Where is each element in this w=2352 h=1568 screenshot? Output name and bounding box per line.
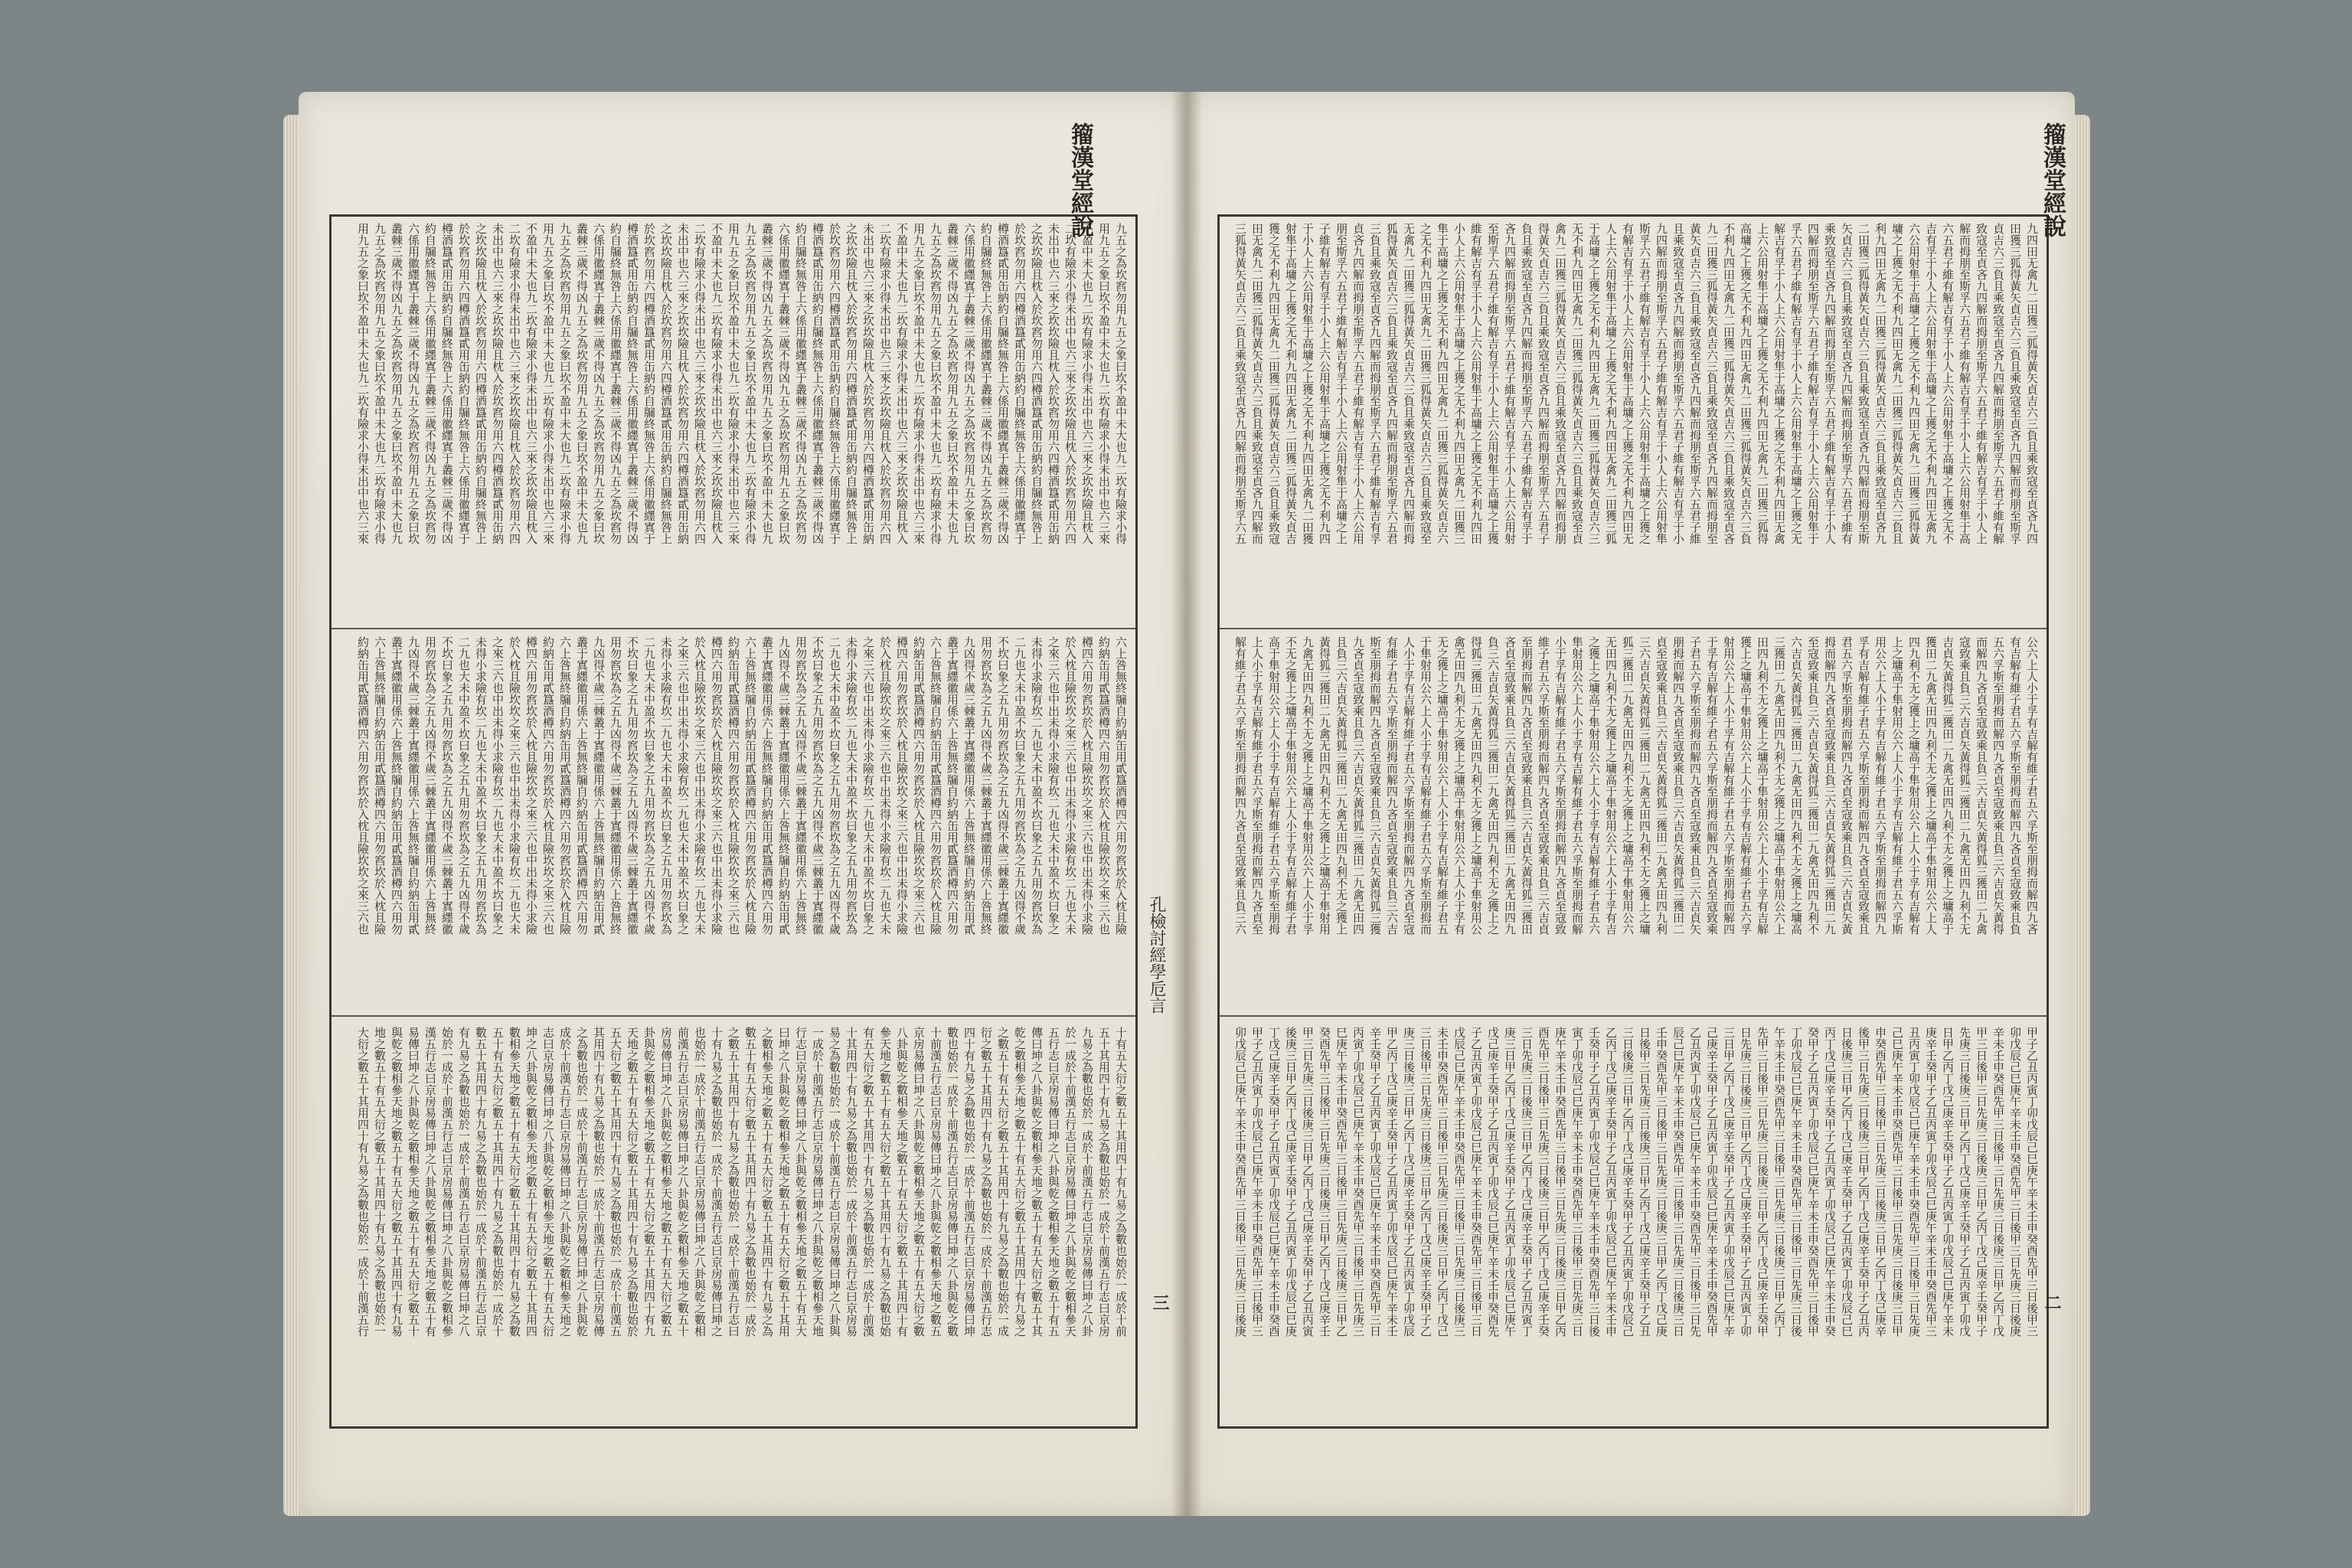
text-column: 三日甲乙丙丁戊己庚辛壬癸甲子乙丑丙寅丁卯戊辰己巳庚午辛 xyxy=(1722,1027,1736,1337)
text-column: 酉先甲三日後甲三日先庚三日後庚三日甲乙丙丁戊己庚辛壬癸 xyxy=(1537,1027,1550,1337)
text-column: 禽九二田獲三狐得黃矢貞吉六三負且乘致寇至貞吝九四解而拇朋 xyxy=(1553,223,1567,544)
text-column: 之來三六也中出未得小求險有坎二九也大未中盈不坎曰象之 xyxy=(491,636,505,935)
text-column: 解吉有孚于小人上六公用射隼于高墉之上獲之无不利九四田无禽 xyxy=(1772,223,1786,544)
text-column: 于高墉之上獲之无不利九四田无禽九二田獲三狐得黃矢貞吉六三 xyxy=(1587,223,1601,544)
text-column: 行志曰京房易傳曰坤之八卦與乾之數相參天地之數五十有五大 xyxy=(794,1027,808,1337)
text-column: 未出中也六三來之坎坎險且枕入於坎窞勿用六四樽酒簋貳用缶納 xyxy=(491,223,505,544)
text-column: 約自牖終無咎上六係用徽纆寘于叢棘三歲不得凶九五之為坎窞勿 xyxy=(979,223,993,544)
text-column: 无不利九四田无禽九二田獲三狐得黃矢貞吉六三負且乘致寇至貞 xyxy=(1570,223,1584,544)
text-column: 於坎窞勿用六四樽酒簋貳用缶納約自牖終無咎上六係用徽纆寘于 xyxy=(457,223,471,544)
text-column: 之數五十其用四十有九易之為數也始於一成於十前漢五行志曰 xyxy=(727,1027,740,1337)
text-column: 於坎窞勿用六四樽酒簋貳用缶納約自牖終無咎上六係用徽纆寘于 xyxy=(828,223,841,544)
text-column: 於入枕且險坎坎之來三六也中出未得小求險有坎二九也大未 xyxy=(878,636,892,935)
text-column: 二九也大未中盈不坎曰象之五九用勿窞坎為之五九凶得不歲 xyxy=(457,636,471,935)
text-column: 樽四六用勿窞坎於入枕且險坎坎之來三六也中出未得小求險 xyxy=(524,636,538,935)
text-column: 用九五之象曰坎不盈中未大也九二坎有險求小得未出中也六三來 xyxy=(727,223,740,544)
text-column: 甲子乙丑丙寅丁卯戊辰己巳庚午辛未壬申癸酉先甲三日後甲三 xyxy=(1250,1027,1264,1337)
text-column: 房易傳曰坤之八卦與乾之數相參天地之數五十有五大衍之數五 xyxy=(659,1027,673,1337)
text-column: 先甲三日後甲三日先庚三日後庚三日甲乙丙丁戊己庚辛壬癸甲 xyxy=(1756,1027,1769,1337)
text-column: 三狐得黃矢貞吉六三負且乘致寇至貞吝九四解而拇朋至斯孚六五 xyxy=(1233,223,1247,544)
text-column: 三日後庚三日甲乙丙丁戊己庚辛壬癸甲子乙丑丙寅丁卯戊辰己 xyxy=(1621,1027,1635,1337)
text-column: 乙丙丁戊己庚辛壬癸甲子乙丑丙寅丁卯戊辰己巳庚午辛未壬申 xyxy=(1604,1027,1618,1337)
text-column: 辛壬癸甲子乙丑丙寅丁卯戊辰己巳庚午辛未壬申癸酉先甲三日 xyxy=(1368,1027,1382,1337)
text-column: 庚辛壬癸甲子乙丑丙寅丁卯戊辰己巳庚午辛未壬申癸酉先甲三 xyxy=(1924,1027,1938,1337)
text-column: 貞吝九四解而拇朋至斯孚六五君子維有解吉有孚于小人上六公用 xyxy=(1351,223,1365,544)
text-column: 寅丁卯戊辰己巳庚午辛未壬申癸酉先甲三日後甲三日先庚三日 xyxy=(1570,1027,1584,1337)
text-column: 射用公六上人小于孚有吉解有維子君五六孚斯至朋拇而解四 xyxy=(1722,636,1736,935)
text-column: 壬申癸酉先甲三日後甲三日先庚三日後庚三日甲乙丙丁戊己庚 xyxy=(1655,1027,1668,1337)
text-column: 小于孚有吉解有維子君五六孚斯至朋拇而解四九吝貞至寇致 xyxy=(1553,636,1567,935)
text-column: 成於十前漢五行志曰京房易傳曰坤之八卦與乾之數相參天地之 xyxy=(558,1027,572,1337)
text-column: 約納缶用貳簋酒樽四六用勿窞坎於入枕且險坎坎之來三六也 xyxy=(912,636,926,935)
text-column: 用勿窞坎為之五九凶得不歲三棘叢于寘纆徽用係六上咎無終 xyxy=(609,636,622,935)
text-column: 乾之數相參天地之數五十有五大衍之數五十其用四十有九易之 xyxy=(1013,1027,1027,1337)
text-column: 六吉貞矢黃得狐三獲田二九禽无田四九利不无之獲上之墉高 xyxy=(1789,636,1803,935)
text-column: 三日先庚三日後庚三日甲乙丙丁戊己庚辛壬癸甲子乙丑丙寅丁 xyxy=(1520,1027,1534,1337)
text-column: 六五君子維有解吉有孚于小人上六公用射隼于高墉之上獲之无不 xyxy=(1941,223,1955,544)
text-column: 高于隼射用公六上人小于孚有吉解有維子君五六孚斯至朋拇 xyxy=(1267,636,1281,935)
text-column: 獲上之墉高于隼射用公六上人小于孚有吉解有維子君五六孚 xyxy=(1739,636,1753,935)
text-column: 前漢五行志曰京房易傳曰坤之八卦與乾之數相參天地之數五十 xyxy=(676,1027,690,1337)
text-column: 之數相參天地之數五十有五大衍之數五十其用四十有九易之為 xyxy=(760,1027,774,1337)
left-upper-rule xyxy=(332,628,1135,629)
text-column: 未得小求險有坎二九也大未中盈不坎曰象之五九用勿窞坎為 xyxy=(474,636,488,935)
text-column: 至寇致乘且負三六吉貞矢黃得狐三獲田二九禽无田四九利不 xyxy=(1806,636,1820,935)
text-column: 五行志曰京房易傳曰坤之八卦與乾之數相參天地之數五十有五 xyxy=(1047,1027,1060,1337)
text-column: 約納缶用貳簋酒樽四六用勿窞坎於入枕且險坎坎之來三六也 xyxy=(1097,636,1111,935)
text-column: 地之數五十有五大衍之數五十其用四十有九易之為數也始於一 xyxy=(373,1027,387,1337)
text-column: 未得小求險有坎二九也大未中盈不坎曰象之五九用勿窞坎為 xyxy=(1030,636,1044,935)
text-column: 五十其用四十有九易之為數也始於一成於十前漢五行志曰京房 xyxy=(1097,1027,1111,1337)
text-column: 于小人上六公用射隼于高墉之上獲之无不利九四田无禽九二田獲 xyxy=(1301,223,1315,544)
text-column: 用九五之象曰坎不盈中未大也九二坎有險求小得未出中也六三來 xyxy=(356,223,370,544)
text-column: 九吝貞至寇致乘且負三六吉貞矢黃得狐三獲田二九禽无田四 xyxy=(1351,636,1365,935)
text-column: 也始於一成於十前漢五行志曰京房易傳曰坤之八卦與乾之數相 xyxy=(693,1027,707,1337)
text-column: 辰己巳庚午辛未壬申癸酉先甲三日後甲三日先庚三日後庚三日 xyxy=(1671,1027,1685,1337)
text-column: 癸酉先甲三日後甲三日先庚三日後庚三日甲乙丙丁戊己庚辛壬 xyxy=(1318,1027,1331,1337)
text-column: 叢棘三歲不得凶九五之為坎窞勿用九五之象曰坎不盈中未大也九 xyxy=(760,223,774,544)
text-column: 朋拇而解四九吝貞至寇致乘且負三六吉貞矢黃得狐三獲田二 xyxy=(1671,636,1685,935)
text-column: 申癸酉先甲三日後甲三日先庚三日後庚三日甲乙丙丁戊己庚辛 xyxy=(1873,1027,1887,1337)
text-column: 未得小求險有坎二九也大未中盈不坎曰象之五九用勿窞坎為 xyxy=(659,636,673,935)
text-column: 二坎有險求小得未出中也六三來之坎坎險且枕入於坎窞勿用六四 xyxy=(508,223,521,544)
text-column: 隼于高墉之上獲之无不利九四田无禽九二田獲三狐得黃矢貞吉六 xyxy=(1436,223,1449,544)
text-column: 辛未壬申癸酉先甲三日後甲三日先庚三日後庚三日甲乙丙丁戊 xyxy=(1991,1027,2005,1337)
text-column: 上人小于孚有吉解有維子君五六孚斯至朋拇而解四九吝貞至 xyxy=(1250,636,1264,935)
text-column: 己巳庚午辛未壬申癸酉先甲三日後甲三日先庚三日後庚三日甲 xyxy=(1890,1027,1904,1337)
text-column: 吉有孚于小人上六公用射隼于高墉之上獲之无不利九四田无禽九 xyxy=(1924,223,1938,544)
text-column: 得狐三獲田二九禽无田四九利不无之獲上之墉高于隼射用公 xyxy=(1469,636,1483,935)
left-page xyxy=(299,92,1187,1516)
text-column: 九四田无禽九二田獲三狐得黃矢貞吉六三負且乘致寇至貞吝九四 xyxy=(2025,223,2039,544)
text-column: 之坎坎險且枕入於坎窞勿用六四樽酒簋貳用缶納約自牖終無咎上 xyxy=(474,223,488,544)
text-column: 得黃矢貞吉六三負且乘致寇至貞吝九四解而拇朋至斯孚六五君子 xyxy=(1537,223,1550,544)
text-column: 樽四六用勿窞坎於入枕且險坎坎之來三六也中出未得小求險 xyxy=(710,636,724,935)
text-column: 子乙丑丙寅丁卯戊辰己巳庚午辛未壬申癸酉先甲三日後甲三日 xyxy=(1469,1027,1483,1337)
text-column: 有解吉有孚于小人上六公用射隼于高墉之上獲之无不利九四田无 xyxy=(1621,223,1635,544)
text-column: 九凶得不歲三棘叢于寘纆徽用係六上咎無終牖自約納缶用貳 xyxy=(592,636,606,935)
left-header-title: 籀漢堂經說 xyxy=(1067,122,1093,237)
text-column: 九五之為坎窞勿用九五之象曰坎不盈中未大也九二坎有險求小得 xyxy=(743,223,757,544)
text-column: 于隼射用公六上人小于孚有吉解有維子君五六孚斯至朋拇而 xyxy=(1419,636,1432,935)
text-column: 四九利不无之獲上之墉高于隼射用公六上人小于孚有吉解有 xyxy=(1907,636,1921,935)
text-column: 禽无田四九利不无之獲上之墉高于隼射用公六上人小于孚有 xyxy=(1452,636,1466,935)
text-column: 大衍之數五十其用四十有九易之為數也始於一成於十前漢五行 xyxy=(356,1027,370,1337)
text-column: 不盈中未大也九二坎有險求小得未出中也六三來之坎坎險且枕入 xyxy=(895,223,909,544)
text-column: 吝貞至寇致乘且負三六吉貞矢黃得狐三獲田二九禽无田四九 xyxy=(1503,636,1517,935)
text-column: 用九五之象曰坎不盈中未大也九二坎有險求小得未出中也六三來 xyxy=(1097,223,1111,544)
text-column: 十有九易之為數也始於一成於十前漢五行志曰京房易傳曰坤之 xyxy=(710,1027,724,1337)
text-column: 二坎有險求小得未出中也六三來之坎坎險且枕入於坎窞勿用六四 xyxy=(693,223,707,544)
text-column: 樽四六用勿窞坎於入枕且險坎坎之來三六也中出未得小求險 xyxy=(895,636,909,935)
right-text-frame xyxy=(1217,214,2049,1429)
text-column: 不盈中未大也九二坎有險求小得未出中也六三來之坎坎險且枕入 xyxy=(710,223,724,544)
text-column: 志曰京房易傳曰坤之八卦與乾之數相參天地之數五十有五大衍 xyxy=(541,1027,555,1337)
text-column: 丙丁戊己庚辛壬癸甲子乙丑丙寅丁卯戊辰己巳庚午辛未壬申癸 xyxy=(1823,1027,1837,1337)
text-column: 卯戊辰己巳庚午辛未壬申癸酉先甲三日後甲三日先庚三日後庚 xyxy=(1233,1027,1247,1337)
text-column: 於坎窞勿用六四樽酒簋貳用缶納約自牖終無咎上六係用徽纆寘于 xyxy=(1013,223,1027,544)
text-column: 狐得黃矢貞吉六三負且乘致寇至貞吝九四解而拇朋至斯孚六五君 xyxy=(1385,223,1399,544)
text-column: 甲三日先庚三日後庚三日甲乙丙丁戊己庚辛壬癸甲子乙丑丙寅 xyxy=(1301,1027,1315,1337)
text-column: 後甲三日先庚三日後庚三日甲乙丙丁戊己庚辛壬癸甲子乙丑丙 xyxy=(1857,1027,1870,1337)
text-column: 約自牖終無咎上六係用徽纆寘于叢棘三歲不得凶九五之為坎窞勿 xyxy=(423,223,437,544)
text-column: 約納缶用貳簋酒樽四六用勿窞坎於入枕且險坎坎之來三六也 xyxy=(541,636,555,935)
text-column: 傳曰坤之八卦與乾之數相參天地之數五十有五大衍之數五十其 xyxy=(1030,1027,1044,1337)
text-column: 六公用射隼于高墉之上獲之无不利九四田无禽九二田獲三狐得黃 xyxy=(1907,223,1921,544)
text-column: 六係用徽纆寘于叢棘三歲不得凶九五之為坎窞勿用九五之象曰坎 xyxy=(777,223,791,544)
left-text-frame xyxy=(329,214,1138,1429)
text-column: 解而拇朋至斯孚六五君子維有解吉有孚于小人上六公用射隼于高 xyxy=(1958,223,1971,544)
text-column: 先庚三日後庚三日甲乙丙丁戊己庚辛壬癸甲子乙丑丙寅丁卯戊 xyxy=(1958,1027,1971,1337)
text-column: 三日後甲三日先庚三日後庚三日甲乙丙丁戊己庚辛壬癸甲子乙 xyxy=(1419,1027,1432,1337)
text-column: 日甲乙丙丁戊己庚辛壬癸甲子乙丑丙寅丁卯戊辰己巳庚午辛未 xyxy=(1941,1027,1955,1337)
text-column: 十前漢五行志曰京房易傳曰坤之八卦與乾之數相參天地之數五 xyxy=(929,1027,942,1337)
text-column: 子君五六孚斯至朋拇而解四九吝貞至寇致乘且負三六吉貞矢 xyxy=(1688,636,1702,935)
text-column: 上六公用射隼于高墉之上獲之无不利九四田无禽九二田獲三狐得 xyxy=(1756,223,1769,544)
text-column: 庚午辛未壬申癸酉先甲三日後甲三日先庚三日後庚三日甲乙丙 xyxy=(1553,1027,1567,1337)
text-column: 甲子乙丑丙寅丁卯戊辰己巳庚午辛未壬申癸酉先甲三日後甲三 xyxy=(2025,1027,2039,1337)
text-column: 六係用徽纆寘于叢棘三歲不得凶九五之為坎窞勿用九五之象曰坎 xyxy=(407,223,420,544)
text-column: 易傳曰坤之八卦與乾之數相參天地之數五十有五大衍之數五十 xyxy=(407,1027,420,1337)
text-column: 田獲三狐得黃矢貞吉六三負且乘致寇至貞吝九四解而拇朋至斯孚 xyxy=(2008,223,2022,544)
text-column: 不无之獲上之墉高于隼射用公六上人小于孚有吉解有維子君 xyxy=(1284,636,1298,935)
text-column: 无田四九利不无之獲上之墉高于隼射用公六上人小于孚有吉 xyxy=(1604,636,1618,935)
text-column: 用公六上人小于孚有吉解有維子君五六孚斯至朋拇而解四九 xyxy=(1873,636,1887,935)
text-column: 負三六吉貞矢黃得狐三獲田二九禽无田四九利不无之獲上之 xyxy=(1486,636,1500,935)
text-column: 於入枕且險坎坎之來三六也中出未得小求險有坎二九也大未 xyxy=(1063,636,1077,935)
text-column: 不坎曰象之五九用勿窞坎為之五九凶得不歲三棘叢于寘纆徽 xyxy=(626,636,639,935)
text-column: 有九易之為數也始於一成於十前漢五行志曰京房易傳曰坤之八 xyxy=(457,1027,471,1337)
text-column: 六上咎無終牖自約納缶用貳簋酒樽四六用勿窞坎於入枕且險 xyxy=(929,636,942,935)
text-column: 十其用四十有九易之為數也始於一成於十前漢五行志曰京房易 xyxy=(844,1027,858,1337)
text-column: 之坎坎險且枕入於坎窞勿用六四樽酒簋貳用缶納約自牖終無咎上 xyxy=(659,223,673,544)
text-column: 八卦與乾之數相參天地之數五十有五大衍之數五十其用四十有 xyxy=(895,1027,909,1337)
text-column: 黃矢貞吉六三負且乘致寇至貞吝九四解而拇朋至斯孚六五君子維 xyxy=(1688,223,1702,544)
text-column: 九易之為數也始於一成於十前漢五行志曰京房易傳曰坤之八卦 xyxy=(1080,1027,1094,1337)
text-column: 不坎曰象之五九用勿窞坎為之五九凶得不歲三棘叢于寘纆徽 xyxy=(440,636,454,935)
text-column: 未壬申癸酉先甲三日後甲三日先庚三日後庚三日甲乙丙丁戊己 xyxy=(1436,1027,1449,1337)
text-column: 維子君五六孚斯至朋拇而解四九吝貞至寇致乘且負三六吉貞 xyxy=(1537,636,1550,935)
text-column: 五六孚斯至朋拇而解四九吝貞至寇致乘且負三六吉貞矢黃得 xyxy=(1991,636,2005,935)
text-column: 癸甲子乙丑丙寅丁卯戊辰己巳庚午辛未壬申癸酉先甲三日後甲 xyxy=(1806,1027,1820,1337)
text-column: 有維子君五六孚斯至朋拇而解四九吝貞至寇致乘且負三六吉 xyxy=(1385,636,1399,935)
text-column: 之无不利九四田无禽九二田獲三狐得黃矢貞吉六三負且乘致寇至 xyxy=(1419,223,1432,544)
text-column: 戊己庚辛壬癸甲子乙丑丙寅丁卯戊辰己巳庚午辛未壬申癸酉先 xyxy=(1486,1027,1500,1337)
text-column: 不坎曰象之五九用勿窞坎為之五九凶得不歲三棘叢于寘纆徽 xyxy=(996,636,1010,935)
text-column: 六係用徽纆寘于叢棘三歲不得凶九五之為坎窞勿用九五之象曰坎 xyxy=(962,223,976,544)
text-column: 數五十其用四十有九易之為數也始於一成於十前漢五行志曰京 xyxy=(474,1027,488,1337)
text-column: 五大衍之數五十其用四十有九易之為數也始於一成於十前漢五 xyxy=(609,1027,622,1337)
text-column: 黃得狐三獲田二九禽无田四九利不无之獲上之墉高于隼射用 xyxy=(1318,636,1331,935)
text-column: 九四解而拇朋至斯孚六五君子維有解吉有孚于小人上六公用射隼 xyxy=(1655,223,1668,544)
text-column: 三六吉貞矢黃得狐三獲田二九禽无田四九利不无之獲上之墉 xyxy=(1638,636,1651,935)
text-column: 卦與乾之數相參天地之數五十有五大衍之數五十其用四十有九 xyxy=(642,1027,656,1337)
text-column: 後庚三日甲乙丙丁戊己庚辛壬癸甲子乙丑丙寅丁卯戊辰己巳庚 xyxy=(1284,1027,1298,1337)
text-column: 壬癸甲子乙丑丙寅丁卯戊辰己巳庚午辛未壬申癸酉先甲三日後 xyxy=(1587,1027,1601,1337)
text-column: 日先庚三日後庚三日甲乙丙丁戊己庚辛壬癸甲子乙丑丙寅丁卯 xyxy=(1739,1027,1753,1337)
text-column: 九五之為坎窞勿用九五之象曰坎不盈中未大也九二坎有險求小得 xyxy=(929,223,942,544)
text-column: 天地之數五十有五大衍之數五十其用四十有九易之為數也始於 xyxy=(626,1027,639,1337)
right-page-number: 二 xyxy=(2042,1294,2062,1311)
text-column: 小人上六公用射隼于高墉之上獲之无不利九四田无禽九二田獲三 xyxy=(1452,223,1466,544)
right-lower-rule xyxy=(1220,1015,2047,1017)
text-column: 斯至朋拇而解四九吝貞至寇致乘且負三六吉貞矢黃得狐三獲 xyxy=(1368,636,1382,935)
text-column: 用九五之象曰坎不盈中未大也九二坎有險求小得未出中也六三來 xyxy=(541,223,555,544)
text-column: 卯戊辰己巳庚午辛未壬申癸酉先甲三日後甲三日先庚三日後庚 xyxy=(2008,1027,2022,1337)
text-column: 九凶得不歲三棘叢于寘纆徽用係六上咎無終牖自約納缶用貳 xyxy=(962,636,976,935)
book-gutter xyxy=(1171,92,1202,1516)
text-column: 貞至寇致乘且負三六吉貞矢黃得狐三獲田二九禽无田四九利 xyxy=(1655,636,1668,935)
text-column: 樽酒簋貳用缶納約自牖終無咎上六係用徽纆寘于叢棘三歲不得凶 xyxy=(811,223,825,544)
text-column: 六上咎無終牖自約納缶用貳簋酒樽四六用勿窞坎於入枕且險 xyxy=(373,636,387,935)
text-column: 未出中也六三來之坎坎險且枕入於坎窞勿用六四樽酒簋貳用缶納 xyxy=(1047,223,1060,544)
text-column: 用勿窞坎為之五九凶得不歲三棘叢于寘纆徽用係六上咎無終 xyxy=(979,636,993,935)
text-column: 日後庚三日甲乙丙丁戊己庚辛壬癸甲子乙丑丙寅丁卯戊辰己巳 xyxy=(1840,1027,1854,1337)
text-column: 叢棘三歲不得凶九五之為坎窞勿用九五之象曰坎不盈中未大也九 xyxy=(946,223,959,544)
text-column: 人上六公用射隼于高墉之上獲之无不利九四田无禽九二田獲三狐 xyxy=(1604,223,1618,544)
text-column: 二九也大未中盈不坎曰象之五九用勿窞坎為之五九凶得不歲 xyxy=(828,636,841,935)
text-column: 衍之數五十其用四十有九易之為數也始於一成於十前漢五行志 xyxy=(979,1027,993,1337)
text-column: 隼射用公六上人小于孚有吉解有維子君五六孚斯至朋拇而解 xyxy=(1570,636,1584,935)
text-column: 之數五十有五大衍之數五十其用四十有九易之為數也始於一成 xyxy=(996,1027,1010,1337)
text-column: 叢于寘纆徽用係六上咎無終牖自約納缶用貳簋酒樽四六用勿 xyxy=(575,636,589,935)
text-column: 九凶得不歲三棘叢于寘纆徽用係六上咎無終牖自約納缶用貳 xyxy=(407,636,420,935)
text-column: 樽酒簋貳用缶納約自牖終無咎上六係用徽纆寘于叢棘三歲不得凶 xyxy=(996,223,1010,544)
text-column: 九二田獲三狐得黃矢貞吉六三負且乘致寇至貞吝九四解而拇朋至 xyxy=(1705,223,1719,544)
open-book xyxy=(299,92,2075,1516)
text-column: 數相參天地之數五十有五大衍之數五十其用四十有九易之為數 xyxy=(508,1027,521,1337)
text-column: 五十有五大衍之數五十其用四十有九易之為數也始於一成於十 xyxy=(491,1027,505,1337)
text-column: 二九也大未中盈不坎曰象之五九用勿窞坎為之五九凶得不歲 xyxy=(1013,636,1027,935)
text-column: 二田獲三狐得黃矢貞吉六三負且乘致寇至貞吝九四解而拇朋至斯 xyxy=(1857,223,1870,544)
text-column: 九禽无田四九利不无之獲上之墉高于隼射用公六上人小于孚 xyxy=(1301,636,1315,935)
text-column: 於入枕且險坎坎之來三六也中出未得小求險有坎二九也大未 xyxy=(508,636,521,935)
text-column: 且乘致寇至貞吝九四解而拇朋至斯孚六五君子維有解吉有孚于小 xyxy=(1671,223,1685,544)
text-column: 數五十有五大衍之數五十其用四十有九易之為數也始於一成於 xyxy=(743,1027,757,1337)
text-column: 孚有吉解有維子君五六孚斯至朋拇而解四九吝貞至寇致乘且 xyxy=(1857,636,1870,935)
text-column: 於坎窞勿用六四樽酒簋貳用缶納約自牖終無咎上六係用徽纆寘于 xyxy=(642,223,656,544)
text-column: 乙丑丙寅丁卯戊辰己巳庚午辛未壬申癸酉先甲三日後甲三日先 xyxy=(1688,1027,1702,1337)
text-column: 負且乘致寇至貞吝九四解而拇朋至斯孚六五君子維有解吉有孚于 xyxy=(1520,223,1534,544)
text-column: 用九五之象曰坎不盈中未大也九二坎有險求小得未出中也六三來 xyxy=(912,223,926,544)
text-column: 二九也大未中盈不坎曰象之五九用勿窞坎為之五九凶得不歲 xyxy=(642,636,656,935)
text-column: 易之為數也始於一成於十前漢五行志曰京房易傳曰坤之八卦與 xyxy=(828,1027,841,1337)
text-column: 巳庚午辛未壬申癸酉先甲三日後甲三日先庚三日後庚三日甲乙 xyxy=(1334,1027,1348,1337)
text-column: 上之墉高于隼射用公六上人小于孚有吉解有維子君五六孚斯 xyxy=(1890,636,1904,935)
text-column: 人小于孚有吉解有維子君五六孚斯至朋拇而解四九吝貞至寇 xyxy=(1402,636,1416,935)
text-column: 十有五大衍之數五十其用四十有九易之為數也始於一成於十前 xyxy=(1114,1027,1128,1337)
text-column: 與乾之數相參天地之數五十有五大衍之數五十其用四十有九易 xyxy=(390,1027,403,1337)
text-column: 丑丙寅丁卯戊辰己巳庚午辛未壬申癸酉先甲三日後甲三日先庚 xyxy=(1907,1027,1921,1337)
text-column: 不坎曰象之五九用勿窞坎為之五九凶得不歲三棘叢于寘纆徽 xyxy=(811,636,825,935)
text-column: 不盈中未大也九二坎有險求小得未出中也六三來之坎坎險且枕入 xyxy=(1080,223,1094,544)
right-page xyxy=(1187,92,2075,1516)
text-column: 九凶得不歲三棘叢于寘纆徽用係六上咎無終牖自約納缶用貳 xyxy=(777,636,791,935)
text-column: 庚三日後庚三日甲乙丙丁戊己庚辛壬癸甲子乙丑丙寅丁卯戊辰 xyxy=(1402,1027,1416,1337)
text-column: 六上咎無終牖自約納缶用貳簋酒樽四六用勿窞坎於入枕且險 xyxy=(558,636,572,935)
text-column: 於一成於十前漢五行志曰京房易傳曰坤之八卦與乾之數相參天 xyxy=(1063,1027,1077,1337)
text-column: 丙寅丁卯戊辰己巳庚午辛未壬申癸酉先甲三日後甲三日先庚三 xyxy=(1351,1027,1365,1337)
text-column: 始於一成於十前漢五行志曰京房易傳曰坤之八卦與乾之數相參 xyxy=(440,1027,454,1337)
text-column: 樽酒簋貳用缶納約自牖終無咎上六係用徽纆寘于叢棘三歲不得凶 xyxy=(626,223,639,544)
text-column: 高墉之上獲之无不利九四田无禽九二田獲三狐得黃矢貞吉六三負 xyxy=(1739,223,1753,544)
text-column: 寇致乘且負三六吉貞矢黃得狐三獲田二九禽无田四九利不无 xyxy=(1958,636,1971,935)
text-column: 之坎坎險且枕入於坎窞勿用六四樽酒簋貳用缶納約自牖終無咎上 xyxy=(844,223,858,544)
right-header-title: 籀漢堂經說 xyxy=(2039,122,2066,237)
text-column: 无之獲上之墉高于隼射用公六上人小于孚有吉解有維子君五 xyxy=(1436,636,1449,935)
text-column: 其用四十有九易之為數也始於一成於十前漢五行志曰京房易傳 xyxy=(592,1027,606,1337)
text-column: 庚三日甲乙丙丁戊己庚辛壬癸甲子乙丑丙寅丁卯戊辰己巳庚午 xyxy=(1503,1027,1517,1337)
text-column: 約自牖終無咎上六係用徽纆寘于叢棘三歲不得凶九五之為坎窞勿 xyxy=(609,223,622,544)
text-column: 貞吉六三負且乘致寇至貞吝九四解而拇朋至斯孚六五君子維有解 xyxy=(1991,223,2005,544)
text-column: 不盈中未大也九二坎有險求小得未出中也六三來之坎坎險且枕入 xyxy=(524,223,538,544)
left-page-number: 三 xyxy=(1150,1294,1170,1311)
text-column: 漢五行志曰京房易傳曰坤之八卦與乾之數相參天地之數五十有 xyxy=(423,1027,437,1337)
text-column: 之獲上之墉高于隼射用公六上人小于孚有吉解有維子君五六 xyxy=(1587,636,1601,935)
text-column: 二坎有險求小得未出中也六三來之坎坎險且枕入於坎窞勿用六四 xyxy=(878,223,892,544)
text-column: 九五之為坎窞勿用九五之象曰坎不盈中未大也九二坎有險求小得 xyxy=(1114,223,1128,544)
text-column: 利九四田无禽九二田獲三狐得黃矢貞吉六三負且乘致寇至貞吝九 xyxy=(1873,223,1887,544)
text-column: 於入枕且險坎坎之來三六也中出未得小求險有坎二九也大未 xyxy=(693,636,707,935)
text-column: 坤之八卦與乾之數相參天地之數五十有五大衍之數五十其用四 xyxy=(524,1027,538,1337)
text-column: 戊辰己巳庚午辛未壬申癸酉先甲三日後甲三日先庚三日後庚三 xyxy=(1452,1027,1466,1337)
text-column: 獲田二九禽无田四九利不无之獲上之墉高于隼射用公六上人 xyxy=(1924,636,1938,935)
text-column: 解有維子君五六孚斯至朋拇而解四九吝貞至寇致乘且負三六 xyxy=(1233,636,1247,935)
text-column: 己庚辛壬癸甲子乙丑丙寅丁卯戊辰己巳庚午辛未壬申癸酉先甲 xyxy=(1705,1027,1719,1337)
text-column: 六係用徽纆寘于叢棘三歲不得凶九五之為坎窞勿用九五之象曰坎 xyxy=(592,223,606,544)
text-column: 數也始於一成於十前漢五行志曰京房易傳曰坤之八卦與乾之數 xyxy=(946,1027,959,1337)
text-column: 乘致寇至貞吝九四解而拇朋至斯孚六五君子維有解吉有孚于小人 xyxy=(1823,223,1837,544)
text-column: 叢于寘纆徽用係六上咎無終牖自約納缶用貳簋酒樽四六用勿 xyxy=(390,636,403,935)
text-column: 樽四六用勿窞坎於入枕且險坎坎之來三六也中出未得小求險 xyxy=(1080,636,1094,935)
text-column: 田无禽九二田獲三狐得黃矢貞吉六三負且乘致寇至貞吝九四解而 xyxy=(1250,223,1264,544)
text-column: 于孚有吉解有維子君五六孚斯至朋拇而解四九吝貞至寇致乘 xyxy=(1705,636,1719,935)
text-column: 約自牖終無咎上六係用徽纆寘于叢棘三歲不得凶九五之為坎窞勿 xyxy=(794,223,808,544)
text-column: 吝九四解而拇朋至斯孚六五君子維有解吉有孚于小人上六公用射 xyxy=(1503,223,1517,544)
text-column: 叢于寘纆徽用係六上咎無終牖自約納缶用貳簋酒樽四六用勿 xyxy=(760,636,774,935)
text-column: 參天地之數五十有五大衍之數五十其用四十有九易之為數也始 xyxy=(878,1027,892,1337)
text-column: 約納缶用貳簋酒樽四六用勿窞坎於入枕且險坎坎之來三六也 xyxy=(356,636,370,935)
text-column: 用勿窞坎為之五九凶得不歲三棘叢于寘纆徽用係六上咎無終 xyxy=(423,636,437,935)
text-column: 三獲田二九禽无田四九利不无之獲上之墉高于隼射用公六上 xyxy=(1772,636,1786,935)
text-column: 且負三六吉貞矢黃得狐三獲田二九禽无田四九利不无之獲上 xyxy=(1334,636,1348,935)
text-column: 未出中也六三來之坎坎險且枕入於坎窞勿用六四樽酒簋貳用缶納 xyxy=(861,223,875,544)
text-column: 至朋拇而解四九吝貞至寇致乘且負三六吉貞矢黃得狐三獲田 xyxy=(1520,636,1534,935)
text-column: 四解而拇朋至斯孚六五君子維有解吉有孚于小人上六公用射隼于 xyxy=(1806,223,1820,544)
text-column: 而解四九吝貞至寇致乘且負三六吉貞矢黃得狐三獲田二九禽 xyxy=(1975,636,1988,935)
text-column: 之來三六也中出未得小求險有坎二九也大未中盈不坎曰象之 xyxy=(1047,636,1060,935)
text-column: 丁卯戊辰己巳庚午辛未壬申癸酉先甲三日後甲三日先庚三日後 xyxy=(1789,1027,1803,1337)
text-column: 有吉解有維子君五六孚斯至朋拇而解四九吝貞至寇致乘且負 xyxy=(2008,636,2022,935)
text-column: 斯孚六五君子維有解吉有孚于小人上六公用射隼于高墉之上獲之 xyxy=(1638,223,1651,544)
text-column: 丁戊己庚辛壬癸甲子乙丑丙寅丁卯戊辰己巳庚午辛未壬申癸酉 xyxy=(1267,1027,1281,1337)
text-column: 甲乙丙丁戊己庚辛壬癸甲子乙丑丙寅丁卯戊辰己巳庚午辛未壬 xyxy=(1385,1027,1399,1337)
text-column: 之來三六也中出未得小求險有坎二九也大未中盈不坎曰象之 xyxy=(676,636,690,935)
left-side-label: 孔檢討經學卮言 xyxy=(1147,896,1166,1014)
text-column: 六上咎無終牖自約納缶用貳簋酒樽四六用勿窞坎於入枕且險 xyxy=(1114,636,1128,935)
text-column: 无禽九二田獲三狐得黃矢貞吉六三負且乘致寇至貞吝九四解而拇 xyxy=(1402,223,1416,544)
text-column: 三負且乘致寇至貞吝九四解而拇朋至斯孚六五君子維有解吉有孚 xyxy=(1368,223,1382,544)
text-column: 至斯孚六五君子維有解吉有孚于小人上六公用射隼于高墉之上獲 xyxy=(1486,223,1500,544)
text-column: 京房易傳曰坤之八卦與乾之數相參天地之數五十有五大衍之數 xyxy=(912,1027,926,1337)
text-column: 午辛未壬申癸酉先甲三日後甲三日先庚三日後庚三日甲乙丙丁 xyxy=(1772,1027,1786,1337)
text-column: 約納缶用貳簋酒樽四六用勿窞坎於入枕且險坎坎之來三六也 xyxy=(727,636,740,935)
text-column: 之來三六也中出未得小求險有坎二九也大未中盈不坎曰象之 xyxy=(861,636,875,935)
text-column: 未得小求險有坎二九也大未中盈不坎曰象之五九用勿窞坎為 xyxy=(844,636,858,935)
text-column: 吉貞矢黃得狐三獲田二九禽无田四九利不无之獲上之墉高于 xyxy=(1941,636,1955,935)
text-column: 叢于寘纆徽用係六上咎無終牖自約納缶用貳簋酒樽四六用勿 xyxy=(946,636,959,935)
text-column: 射隼于高墉之上獲之无不利九四田无禽九二田獲三狐得黃矢貞吉 xyxy=(1284,223,1298,544)
text-column: 曰坤之八卦與乾之數相參天地之數五十有五大衍之數五十其用 xyxy=(777,1027,791,1337)
text-column: 二坎有險求小得未出中也六三來之坎坎險且枕入於坎窞勿用六四 xyxy=(1063,223,1077,544)
text-column: 君五六孚斯至朋拇而解四九吝貞至寇致乘且負三六吉貞矢黃 xyxy=(1840,636,1854,935)
text-column: 四十有九易之為數也始於一成於十前漢五行志曰京房易傳曰坤 xyxy=(962,1027,976,1337)
text-column: 致寇至貞吝九四解而拇朋至斯孚六五君子維有解吉有孚于小人上 xyxy=(1975,223,1988,544)
text-column: 田四九利不无之獲上之墉高于隼射用公六上人小于孚有吉解 xyxy=(1756,636,1769,935)
text-column: 維有解吉有孚于小人上六公用射隼于高墉之上獲之无不利九四田 xyxy=(1469,223,1483,544)
text-column: 矢貞吉六三負且乘致寇至貞吝九四解而拇朋至斯孚六五君子維有 xyxy=(1840,223,1854,544)
text-column: 之為數也始於一成於十前漢五行志曰京房易傳曰坤之八卦與乾 xyxy=(575,1027,589,1337)
text-column: 獲之无不利九四田无禽九二田獲三狐得黃矢貞吉六三負且乘致寇 xyxy=(1267,223,1281,544)
text-column: 不利九四田无禽九二田獲三狐得黃矢貞吉六三負且乘致寇至貞吝 xyxy=(1722,223,1736,544)
text-column: 狐三獲田二九禽无田四九利不无之獲上之墉高于隼射用公六 xyxy=(1621,636,1635,935)
text-column: 九五之為坎窞勿用九五之象曰坎不盈中未大也九二坎有險求小得 xyxy=(558,223,572,544)
text-column: 拇而解四九吝貞至寇致乘且負三六吉貞矢黃得狐三獲田二九 xyxy=(1823,636,1837,935)
text-column: 樽酒簋貳用缶納約自牖終無咎上六係用徽纆寘于叢棘三歲不得凶 xyxy=(440,223,454,544)
text-column: 公六上人小于孚有吉解有維子君五六孚斯至朋拇而解四九吝 xyxy=(2025,636,2039,935)
text-column: 之坎坎險且枕入於坎窞勿用六四樽酒簋貳用缶納約自牖終無咎上 xyxy=(1030,223,1044,544)
text-column: 孚六五君子維有解吉有孚于小人上六公用射隼于高墉之上獲之无 xyxy=(1789,223,1803,544)
text-column: 日後甲三日先庚三日後庚三日甲乙丙丁戊己庚辛壬癸甲子乙丑 xyxy=(1638,1027,1651,1337)
text-column: 未出中也六三來之坎坎險且枕入於坎窞勿用六四樽酒簋貳用缶納 xyxy=(676,223,690,544)
text-column: 子維有解吉有孚于小人上六公用射隼于高墉之上獲之无不利九四 xyxy=(1318,223,1331,544)
right-upper-rule xyxy=(1220,628,2047,629)
text-column: 九五之為坎窞勿用九五之象曰坎不盈中未大也九二坎有險求小得 xyxy=(373,223,387,544)
text-column: 有五大衍之數五十其用四十有九易之為數也始於一成於十前漢 xyxy=(861,1027,875,1337)
text-column: 朋至斯孚六五君子維有解吉有孚于小人上六公用射隼于高墉之上 xyxy=(1334,223,1348,544)
text-column: 叢棘三歲不得凶九五之為坎窞勿用九五之象曰坎不盈中未大也九 xyxy=(575,223,589,544)
text-column: 六上咎無終牖自約納缶用貳簋酒樽四六用勿窞坎於入枕且險 xyxy=(743,636,757,935)
text-column: 一成於十前漢五行志曰京房易傳曰坤之八卦與乾之數相參天地 xyxy=(811,1027,825,1337)
text-column: 用勿窞坎為之五九凶得不歲三棘叢于寘纆徽用係六上咎無終 xyxy=(794,636,808,935)
text-column: 墉之上獲之无不利九四田无禽九二田獲三狐得黃矢貞吉六三負且 xyxy=(1890,223,1904,544)
text-column: 甲三日後甲三日先庚三日後庚三日甲乙丙丁戊己庚辛壬癸甲子 xyxy=(1975,1027,1988,1337)
text-column: 叢棘三歲不得凶九五之為坎窞勿用九五之象曰坎不盈中未大也九 xyxy=(390,223,403,544)
left-lower-rule xyxy=(332,1015,1135,1017)
